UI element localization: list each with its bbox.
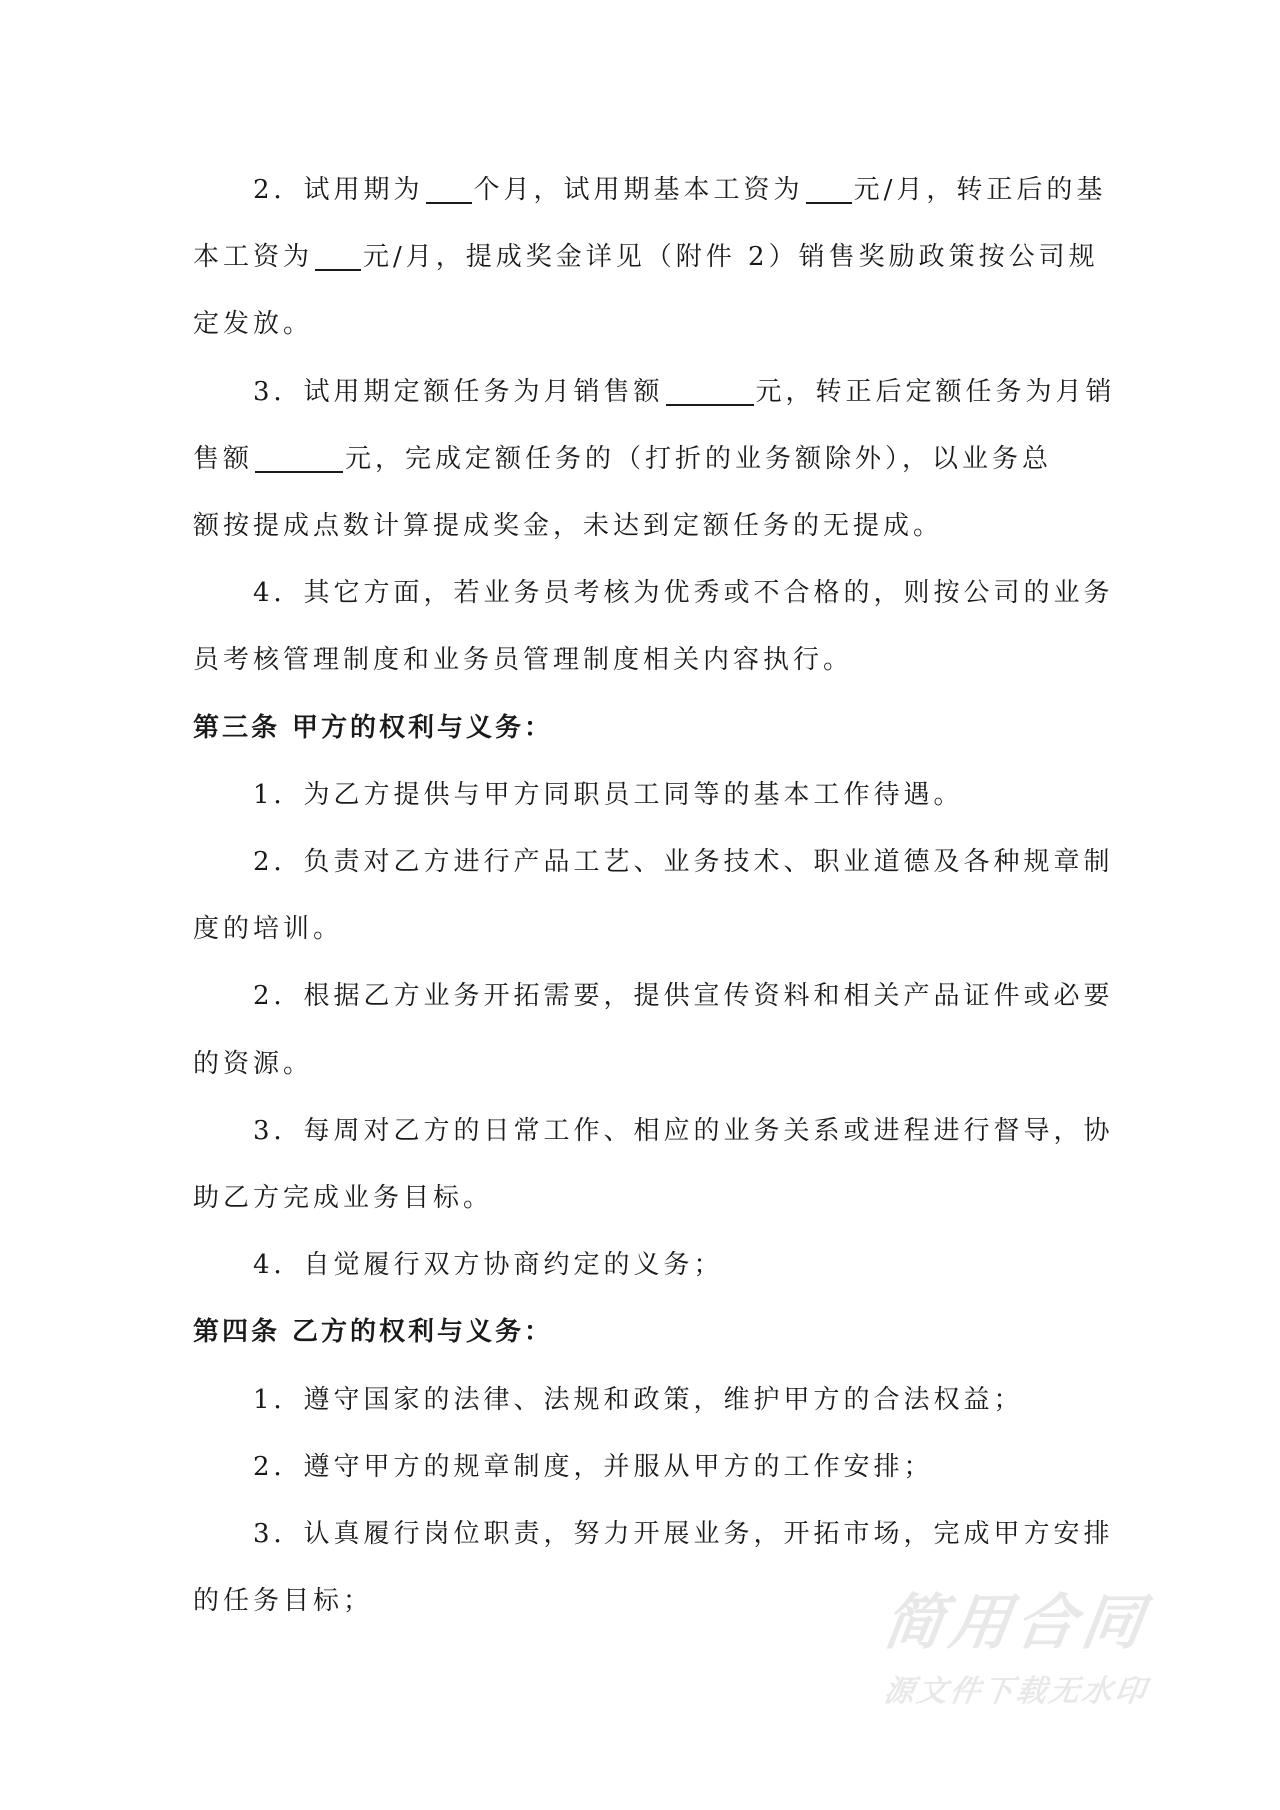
paragraph-line	[253, 576, 1114, 610]
paragraph-line	[193, 240, 1099, 274]
paragraph-line	[253, 1383, 1024, 1417]
text-segment: 元，转正后定额任务为月销	[755, 377, 1116, 407]
fill-in-blank	[315, 243, 361, 271]
paragraph-line	[193, 912, 343, 946]
fill-in-blank	[255, 445, 343, 473]
text-segment: 员考核管理制度和业务员管理制度相关内容执行。	[193, 645, 854, 675]
paragraph-line	[193, 1181, 493, 1215]
text-segment: 2．遵守甲方的规章制度，并服从甲方的工作安排；	[253, 1452, 934, 1482]
text-segment: 3．试用期定额任务为月销售额	[253, 377, 664, 407]
text-segment: 第三条 甲方的权利与义务：	[193, 713, 554, 743]
text-segment: 4．自觉履行双方协商约定的义务；	[253, 1250, 724, 1280]
text-segment: 2．根据乙方业务开拓需要，提供宣传资料和相关产品证件或必要	[253, 981, 1114, 1011]
paragraph-line	[193, 1584, 373, 1618]
text-segment: 4．其它方面，若业务员考核为优秀或不合格的，则按公司的业务	[253, 578, 1114, 608]
fill-in-blank	[666, 378, 754, 406]
text-segment: 元/月，提成奖金详见（附件 2）销售奖励政策按公司规	[363, 242, 1099, 272]
text-segment: 助乙方完成业务目标。	[193, 1183, 494, 1213]
text-segment: 元/月，转正后的基	[853, 175, 1107, 205]
paragraph-line	[253, 1450, 934, 1484]
text-segment: 1．遵守国家的法律、法规和政策，维护甲方的合法权益；	[253, 1385, 1024, 1415]
text-segment: 第四条 乙方的权利与义务：	[193, 1317, 554, 1347]
text-segment: 售额	[193, 444, 254, 474]
watermark	[879, 1588, 1184, 1712]
paragraph-line	[253, 173, 1106, 207]
paragraph-line	[193, 1047, 313, 1081]
watermark-title: 简用合同	[879, 1588, 1153, 1658]
text-segment: 定发放。	[193, 309, 314, 339]
paragraph-line	[193, 307, 313, 341]
section-heading	[193, 1315, 553, 1349]
paragraph-line	[253, 979, 1114, 1013]
text-segment: 2．试用期为	[253, 175, 424, 205]
section-heading	[193, 711, 553, 745]
paragraph-line	[193, 643, 853, 677]
paragraph-line	[253, 375, 1116, 409]
text-segment: 个月，试用期基本工资为	[473, 175, 804, 205]
text-segment: 额按提成点数计算提成奖金，未达到定额任务的无提成。	[193, 511, 944, 541]
paragraph-line	[253, 1114, 1114, 1148]
paragraph-line	[253, 778, 964, 812]
text-segment: 2．负责对乙方进行产品工艺、业务技术、职业道德及各种规章制	[253, 847, 1114, 877]
text-segment: 元，完成定额任务的（打折的业务额除外），以业务总	[345, 444, 1053, 474]
text-segment: 3．每周对乙方的日常工作、相应的业务关系或进程进行督导，协	[253, 1116, 1114, 1146]
text-segment: 1．为乙方提供与甲方同职员工同等的基本工作待遇。	[253, 780, 964, 810]
text-segment: 的任务目标；	[193, 1586, 374, 1616]
text-segment: 度的培训。	[193, 914, 344, 944]
fill-in-blank	[426, 176, 472, 204]
paragraph-line	[253, 1248, 724, 1282]
paragraph-line	[253, 845, 1114, 879]
text-segment: 本工资为	[193, 242, 314, 272]
text-segment: 的资源。	[193, 1049, 314, 1079]
paragraph-line	[253, 1517, 1114, 1551]
paragraph-line	[193, 442, 1052, 476]
fill-in-blank	[806, 176, 852, 204]
watermark-subtitle: 源文件下载无水印	[881, 1674, 1151, 1709]
paragraph-line	[193, 509, 943, 543]
text-segment: 3．认真履行岗位职责，努力开展业务，开拓市场，完成甲方安排	[253, 1519, 1114, 1549]
